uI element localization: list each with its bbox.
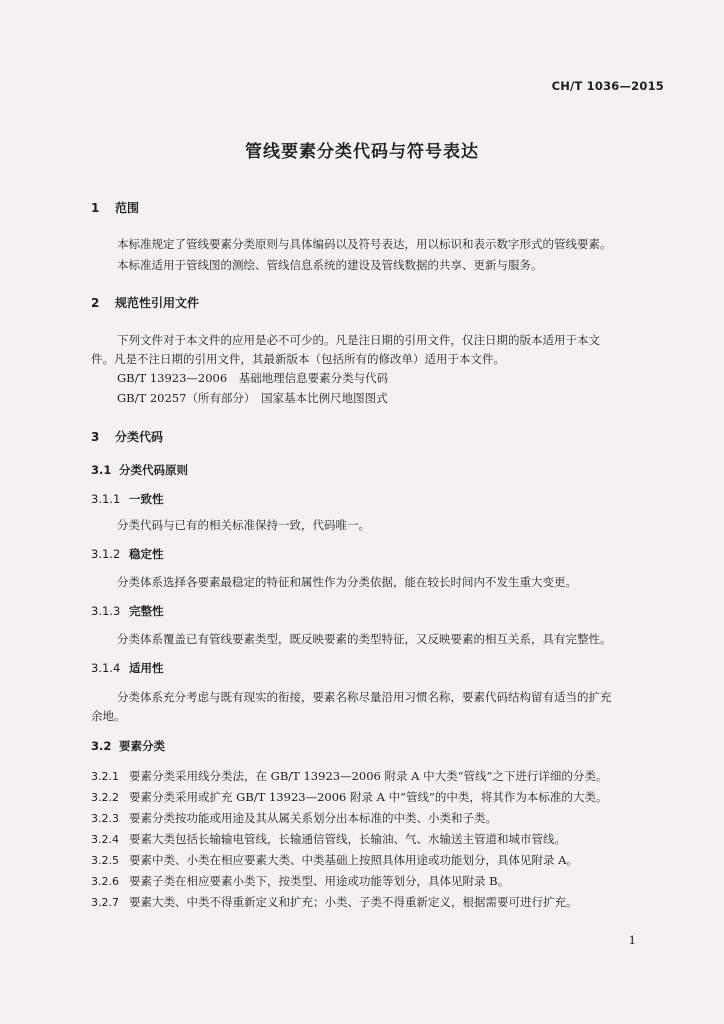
section-3-1-1-paragraph: 分类代码与已有的相关标准保持一致，代码唯一。 [117, 518, 370, 532]
standard-code: CH/T 1036—2015 [551, 79, 664, 93]
list-item: 3.2.4 要素大类包括长输输电管线，长输通信管线，长输油、气、水输送主管道和城市管线。 [91, 832, 566, 846]
section-3-2-heading: 3.2 要素分类 [91, 739, 165, 753]
list-item: 3.2.6 要素子类在相应要素小类下，按类型、用途或功能等划分，具体见附录 B。 [91, 874, 510, 888]
list-item: 3.2.3 要素分类按功能或用途及其从属关系划分出本标准的中类、小类和子类。 [91, 811, 497, 825]
list-item: 3.2.5 要素中类、小类在相应要素大类、中类基础上按照具体用途或功能划分，具体见附录 A。 [91, 853, 578, 867]
reference-1: GB/T 13923—2006 基础地理信息要素分类与代码 [117, 371, 389, 385]
section-3-1-4-heading: 3.1.4 适用性 [91, 661, 164, 675]
section-3-1-2-heading: 3.1.2 稳定性 [91, 547, 164, 561]
section-3-1-3-paragraph: 分类体系覆盖已有管线要素类型，既反映要素的类型特征，又反映要素的相互关系，具有完整性。 [117, 632, 612, 646]
section-3-1-4-paragraph-line-2: 余地。 [91, 709, 126, 723]
section-3-1-heading: 3.1 分类代码原则 [91, 463, 188, 477]
reference-2: GB/T 20257（所有部分） 国家基本比例尺地图图式 [117, 391, 388, 405]
list-item: 3.2.2 要素分类采用或扩充 GB/T 13923—2006 附录 A 中“管线”的中类，将其作为本标准的大类。 [91, 790, 608, 804]
section-1-paragraph-2: 本标准适用于管线图的测绘、管线信息系统的建设及管线数据的共享、更新与服务。 [117, 258, 543, 272]
section-1-paragraph-1: 本标准规定了管线要素分类原则与具体编码以及符号表达，用以标识和表示数字形式的管线要素。 [117, 237, 612, 251]
section-1-heading: 1 范围 [91, 201, 140, 215]
section-2-paragraph-line-1: 下列文件对于本文件的应用是必不可少的。凡是注日期的引用文件，仅注日期的版本适用于本文 [117, 333, 600, 347]
section-3-1-3-heading: 3.1.3 完整性 [91, 604, 164, 618]
list-item: 3.2.1 要素分类采用线分类法，在 GB/T 13923—2006 附录 A 中大类“管线”之下进行详细的分类。 [91, 769, 608, 783]
section-3-1-1-heading: 3.1.1 一致性 [91, 492, 164, 506]
section-3-1-2-paragraph: 分类体系选择各要素最稳定的特征和属性作为分类依据，能在较长时间内不发生重大变更。 [117, 575, 577, 589]
section-2-paragraph-line-2: 件。凡是不注日期的引用文件，其最新版本（包括所有的修改单）适用于本文件。 [91, 352, 505, 366]
page-title: 管线要素分类代码与符号表达 [245, 142, 479, 162]
section-3-1-4-paragraph-line-1: 分类体系充分考虑与既有现实的衔接，要素名称尽量沿用习惯名称，要素代码结构留有适当的扩充 [117, 690, 612, 704]
page-number: 1 [628, 933, 636, 947]
section-3-heading: 3 分类代码 [91, 430, 164, 444]
list-item: 3.2.7 要素大类、中类不得重新定义和扩充；小类、子类不得重新定义，根据需要可进行扩充。 [91, 895, 578, 909]
section-2-heading: 2 规范性引用文件 [91, 296, 200, 310]
